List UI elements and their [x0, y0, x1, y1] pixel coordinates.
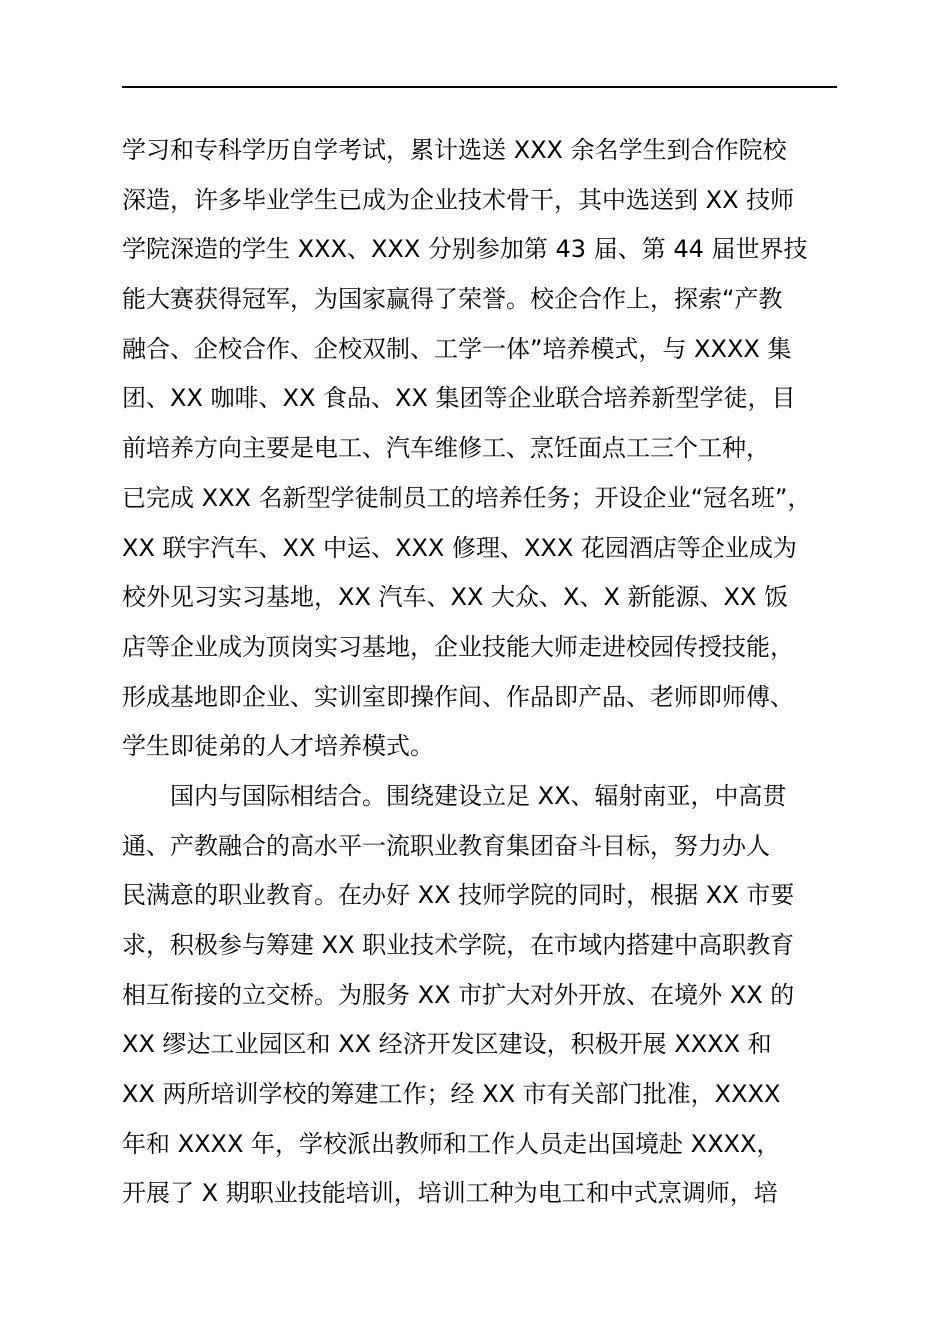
text-line: 融合、企校合作、企校双制、工学一体”培养模式，与 XXXX 集 — [122, 334, 792, 363]
text-line: 校外见习实习基地，XX 汽车、XX 大众、X、X 新能源、XX 饭 — [122, 583, 789, 612]
text-line: 形成基地即企业、实训室即操作间、作品即产品、老师即师傅、 — [122, 682, 794, 711]
text-line: 店等企业成为顶岗实习基地，企业技能大师走进校园传授技能， — [122, 632, 794, 661]
text-line: 民满意的职业教育。在办好 XX 技师学院的同时，根据 XX 市要 — [122, 881, 795, 910]
text-line: 学院深造的学生 XXX、XXX 分别参加第 43 届、第 44 届世界技 — [122, 235, 808, 264]
text-line: 国内与国际相结合。围绕建设立足 XX、辐射南亚，中高贯 — [170, 781, 787, 810]
text-line: 求，积极参与筹建 XX 职业技术学院，在市域内搭建中高职教育 — [122, 931, 795, 959]
text-line: 相互衔接的立交桥。为服务 XX 市扩大对外开放、在境外 XX 的 — [122, 980, 795, 1009]
document-body — [122, 126, 852, 1219]
text-line: 能大赛获得冠军，为国家赢得了荣誉。校企合作上，探索“产教 — [122, 285, 783, 314]
text-line: 学生即徒弟的人才培养模式。 — [122, 732, 434, 761]
header-divider — [122, 86, 837, 88]
paragraph-school-enterprise-cooperation — [122, 126, 852, 772]
paragraph-domestic-international — [122, 772, 852, 1219]
text-line: 开展了 X 期职业技能培训，培训工种为电工和中式烹调师，培 — [122, 1179, 778, 1208]
text-line: XX 联宇汽车、XX 中运、XXX 修理、XXX 花园酒店等企业成为 — [122, 533, 797, 562]
text-line: 团、XX 咖啡、XX 食品、XX 集团等企业联合培养新型学徒，目 — [122, 384, 796, 413]
text-line: 已完成 XXX 名新型学徒制员工的培养任务；开设企业“冠名班”， — [122, 483, 812, 512]
text-line: 年和 XXXX 年，学校派出教师和工作人员走出国境赴 XXXX， — [122, 1129, 781, 1158]
text-line: 前培养方向主要是电工、汽车维修工、烹饪面点工三个工种， — [122, 434, 770, 463]
text-line: XX 缪达工业园区和 XX 经济开发区建设，积极开展 XXXX 和 — [122, 1030, 772, 1059]
text-line: 通、产教融合的高水平一流职业教育集团奋斗目标，努力办人 — [122, 831, 770, 860]
text-line: XX 两所培训学校的筹建工作；经 XX 市有关部门批准，XXXX — [122, 1080, 781, 1109]
text-line: 深造，许多毕业学生已成为企业技术骨干，其中选送到 XX 技师 — [122, 185, 795, 214]
text-line: 学习和专科学历自学考试，累计选送 XXX 余名学生到合作院校 — [122, 136, 787, 164]
